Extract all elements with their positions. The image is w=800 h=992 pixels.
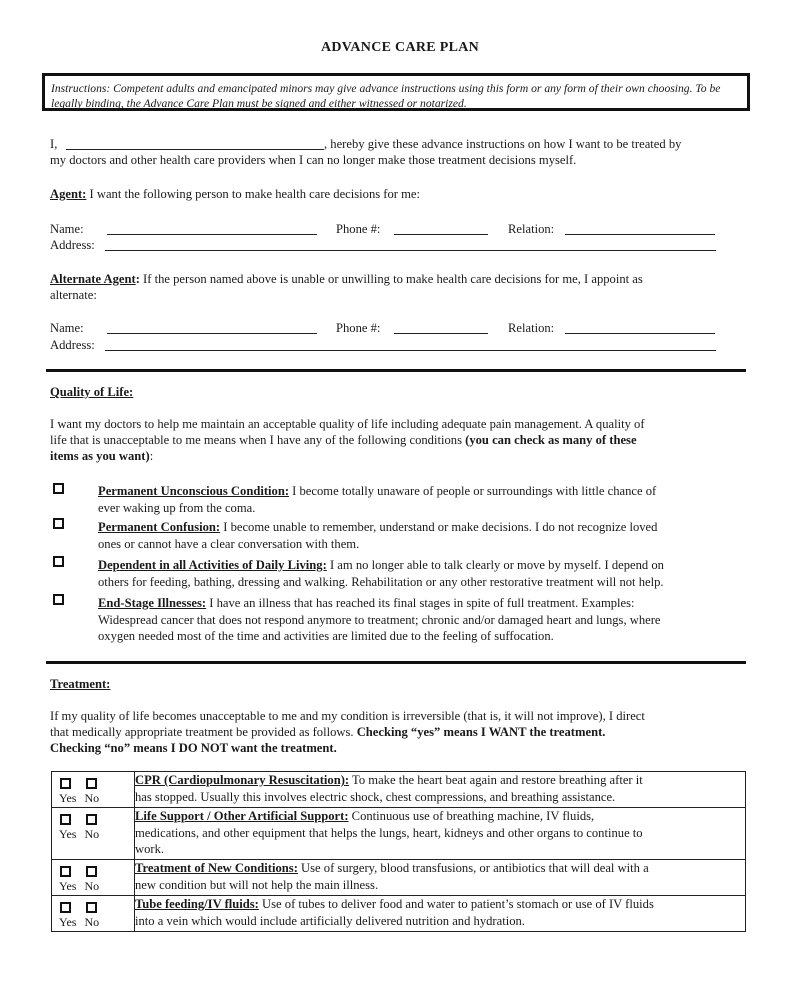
no-label: No xyxy=(84,915,100,929)
table-row xyxy=(52,808,746,860)
treatment-text: Use of tubes to deliver food and water to patient’s stomach or use of IV fluids xyxy=(258,897,654,911)
alternate-agent-heading: Alternate Agent xyxy=(50,272,136,286)
treatment-para-line3: Checking “no” means I DO NOT want the treatment. xyxy=(50,741,337,755)
alternate-name-field[interactable] xyxy=(107,333,317,334)
condition-text: I become totally unaware of people or surroundings with little chance of xyxy=(289,484,657,498)
alternate-agent-section xyxy=(50,271,643,287)
quality-para-line3-bold: items as you want) xyxy=(50,449,150,463)
condition-title: End-Stage Illnesses: xyxy=(98,596,207,610)
condition-text: I become unable to remember, understand or make decisions. I do not recognize loved xyxy=(220,520,658,534)
yes-checkbox[interactable] xyxy=(60,866,71,877)
condition-unconscious xyxy=(98,483,746,516)
alternate-address-field[interactable] xyxy=(105,350,716,351)
agent-heading: Agent: xyxy=(50,187,87,201)
condition-confusion xyxy=(98,519,746,552)
alternate-name-label: Name: xyxy=(50,321,84,335)
no-checkbox[interactable] xyxy=(86,778,97,789)
treatment-title: CPR (Cardiopulmonary Resuscitation): xyxy=(135,773,350,787)
treatment-heading: Treatment: xyxy=(50,677,111,691)
quality-heading: Quality of Life: xyxy=(50,385,134,399)
yes-checkbox[interactable] xyxy=(60,814,71,825)
agent-text: I want the following person to make health care decisions for me: xyxy=(86,187,421,201)
treatment-title: Treatment of New Conditions: xyxy=(135,861,298,875)
quality-para-line2-text: life that is unacceptable to me means when I have any of the following conditions xyxy=(50,433,466,447)
quality-para-line3-text: : xyxy=(149,449,154,463)
table-row xyxy=(52,772,746,808)
treatment-text: into a vein which would include artificially delivered nutrition and hydration. xyxy=(135,913,525,928)
treatment-text: To make the heart beat again and restore breathing after it xyxy=(349,773,643,787)
condition-title: Permanent Confusion: xyxy=(98,520,221,534)
condition-title: Dependent in all Activities of Daily Living: xyxy=(98,558,327,572)
condition-text: I have an illness that has reached its final stages in spite of full treatment. Examples: xyxy=(206,596,635,610)
condition-text: I am no longer able to talk clearly or move by myself. I depend on xyxy=(326,558,664,572)
treatment-text: new condition but will not help the main illness. xyxy=(135,877,379,892)
yes-no-cell xyxy=(52,896,135,932)
treatment-title: Tube feeding/IV fluids: xyxy=(135,897,259,911)
treatment-text: medications, and other equipment that helps the lungs, heart, kidneys and other organs to continue to xyxy=(135,825,643,840)
yes-label: Yes xyxy=(59,879,77,893)
condition-title: Permanent Unconscious Condition: xyxy=(98,484,290,498)
agent-relation-field[interactable] xyxy=(565,234,715,235)
agent-address-label: Address: xyxy=(50,238,95,252)
yes-label: Yes xyxy=(59,915,77,929)
condition-text: ever waking up from the coma. xyxy=(98,500,256,515)
page-title: ADVANCE CARE PLAN xyxy=(320,40,480,55)
condition-text: Widespread cancer that does not respond anymore to treatment; chronic and/or damaged heart and lungs, where xyxy=(98,612,661,627)
yes-label: Yes xyxy=(59,827,77,841)
quality-para-line2 xyxy=(50,432,637,448)
intro-prefix: I, xyxy=(50,137,58,151)
treatment-para-line2-bold: Checking “yes” means I WANT the treatment. xyxy=(356,725,606,739)
intro-line1: , hereby give these advance instructions on how I want to be treated by xyxy=(324,137,682,151)
condition-end-stage xyxy=(98,595,746,645)
condition-checkbox-dependent[interactable] xyxy=(53,556,64,567)
no-checkbox[interactable] xyxy=(86,814,97,825)
treatment-description xyxy=(135,896,746,932)
yes-no-cell xyxy=(52,772,135,808)
instructions-text-end: witnessed or notarized. xyxy=(355,97,467,110)
no-checkbox[interactable] xyxy=(86,902,97,913)
intro-line2: my doctors and other health care providers when I can no longer make those treatment decisions myself. xyxy=(50,153,577,167)
treatment-description xyxy=(135,808,746,860)
treatment-description xyxy=(135,772,746,808)
treatment-description xyxy=(135,860,746,896)
no-checkbox[interactable] xyxy=(86,866,97,877)
instructions-text: Instructions: Competent adults and emancipated minors may give advance instructions using this form or any form of their own choosing. To be legally binding, the Advance Care Plan must be signed and xyxy=(51,82,721,110)
treatment-text: work. xyxy=(135,842,165,856)
yes-no-cell xyxy=(52,860,135,896)
yes-checkbox[interactable] xyxy=(60,778,71,789)
instructions-either: either xyxy=(328,97,356,110)
condition-checkbox-unconscious[interactable] xyxy=(53,483,64,494)
treatment-title: Life Support / Other Artificial Support: xyxy=(135,809,349,823)
quality-para-line3 xyxy=(50,448,153,464)
instructions-box xyxy=(42,73,750,111)
agent-name-label: Name: xyxy=(50,222,84,236)
section-divider xyxy=(46,661,746,664)
condition-text: ones or cannot have a clear conversation with them. xyxy=(98,536,360,551)
condition-checkbox-end-stage[interactable] xyxy=(53,594,64,605)
no-label: No xyxy=(84,791,100,805)
condition-dependent xyxy=(98,557,746,590)
treatment-para-line2 xyxy=(50,724,605,740)
treatment-text: Continuous use of breathing machine, IV fluids, xyxy=(348,809,595,823)
treatment-para-line1: If my quality of life becomes unacceptable to me and my condition is irreversible (that is, it will not improve), I direct xyxy=(50,709,645,723)
section-divider xyxy=(46,369,746,372)
agent-section xyxy=(50,186,420,202)
treatment-text: Use of surgery, blood transfusions, or antibiotics that will deal with a xyxy=(297,861,649,875)
alternate-relation-label: Relation: xyxy=(508,321,555,335)
alternate-address-label: Address: xyxy=(50,338,95,352)
no-label: No xyxy=(84,827,100,841)
table-row xyxy=(52,896,746,932)
yes-label: Yes xyxy=(59,791,77,805)
alternate-colon: : xyxy=(135,272,140,286)
agent-phone-field[interactable] xyxy=(394,234,488,235)
alternate-relation-field[interactable] xyxy=(565,333,715,334)
agent-address-field[interactable] xyxy=(105,250,716,251)
condition-checkbox-confusion[interactable] xyxy=(53,518,64,529)
agent-phone-label: Phone #: xyxy=(336,222,381,236)
condition-text: oxygen needed most of the time and activities are limited due to the feeling of suffocation. xyxy=(98,629,554,643)
yes-checkbox[interactable] xyxy=(60,902,71,913)
treatment-para-line2-text: that medically appropriate treatment be provided as follows. xyxy=(50,725,357,739)
agent-name-field[interactable] xyxy=(107,234,317,235)
quality-para-line2-bold: (you can check as many of these xyxy=(465,433,637,447)
yes-no-cell xyxy=(52,808,135,860)
treatment-text: has stopped. Usually this involves electric shock, chest compressions, and breathing assistance. xyxy=(135,789,616,804)
declarant-name-line[interactable] xyxy=(66,149,324,150)
treatment-table xyxy=(51,771,746,932)
alternate-phone-field[interactable] xyxy=(394,333,488,334)
table-row xyxy=(52,860,746,896)
condition-text: others for feeding, bathing, dressing and walking. Rehabilitation or any other restorative treatment will not help. xyxy=(98,574,664,589)
agent-relation-label: Relation: xyxy=(508,222,555,236)
quality-para-line1: I want my doctors to help me maintain an acceptable quality of life including adequate pain management. A quality of xyxy=(50,417,645,431)
alternate-text-line2: alternate: xyxy=(50,288,97,302)
alternate-phone-label: Phone #: xyxy=(336,321,381,335)
no-label: No xyxy=(84,879,100,893)
alternate-text: If the person named above is unable or unwilling to make health care decisions for me, I appoint as xyxy=(139,272,643,286)
